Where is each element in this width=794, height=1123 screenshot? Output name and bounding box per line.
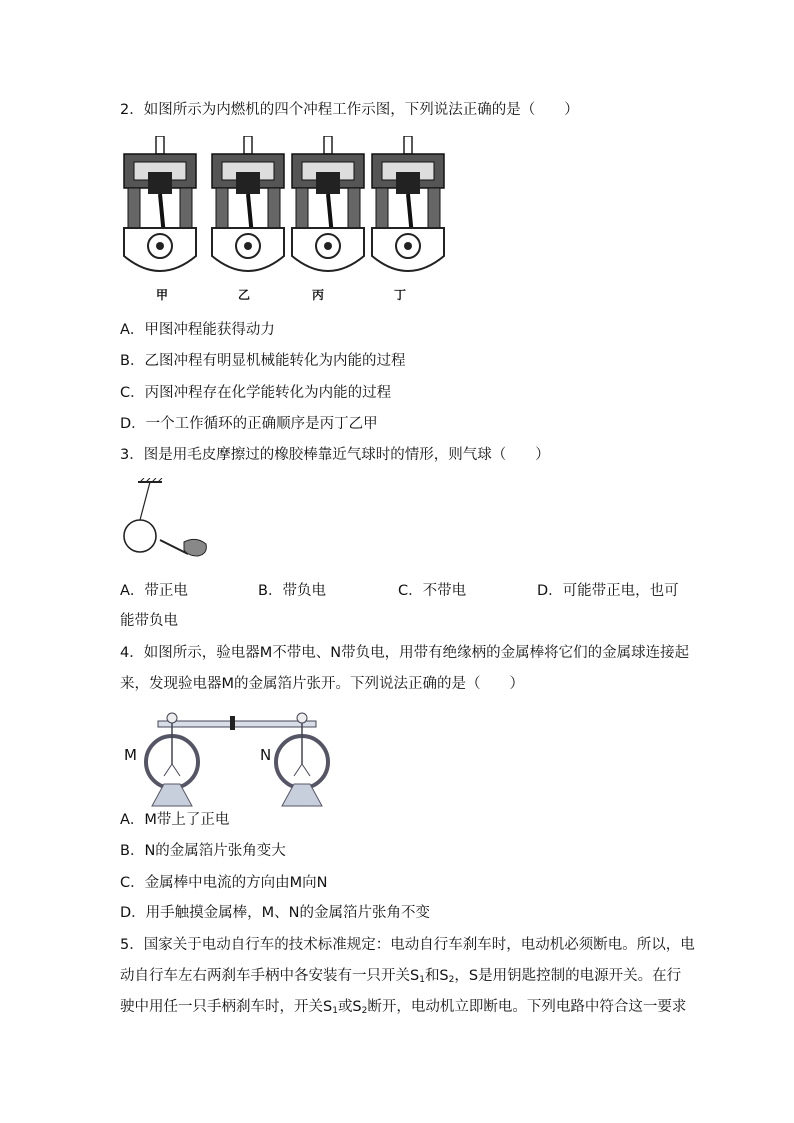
q3-stem: 3．图是用毛皮摩擦过的橡胶棒靠近气球时的情形，则气球（ ）: [120, 447, 550, 463]
engine-label-bing: 丙: [312, 288, 325, 302]
q4-stem-line1: 4．如图所示，验电器M不带电、N带负电，用带有绝缘柄的金属棒将它们的金属球连接起: [120, 645, 690, 661]
q5-line2: 动自行车左右两刹车手柄中各安装有一只开关$S_1$和$S_2$，S是用钥匙控制的电源开关。在行: [120, 968, 682, 985]
q4-option-d: D．用手触摸金属棒，M、N的金属箔片张角不变: [120, 905, 431, 921]
electroscope-label-m: M: [124, 746, 137, 764]
q3-option-d: D．可能带正电，也可: [537, 583, 679, 599]
q3-option-a: A．带正电: [120, 583, 188, 599]
electroscope-label-n: N: [260, 746, 272, 764]
balloon-rod-figure: [118, 478, 218, 558]
q5-line3: 驶中用任一只手柄刹车时，开关$S_1$或$S_2$断开，电动机立即断电。下列电路中符合这一要求: [120, 999, 687, 1016]
q5-line1: 5．国家关于电动自行车的技术标准规定：电动自行车刹车时，电动机必须断电。所以，电: [120, 937, 695, 953]
q4-option-b: B．N的金属箔片张角变大: [120, 843, 286, 859]
q4-option-c: C．金属棒中电流的方向由M向N: [120, 875, 328, 891]
q2-option-d: D．一个工作循环的正确顺序是丙丁乙甲: [120, 416, 378, 432]
q2-option-c: C．丙图冲程存在化学能转化为内能的过程: [120, 385, 392, 401]
q2-option-a: A．甲图冲程能获得动力: [120, 322, 275, 338]
q2-stem: 2．如图所示为内燃机的四个冲程工作示图，下列说法正确的是（ ）: [120, 102, 579, 118]
electroscope-figure: [140, 706, 340, 810]
q3-option-d-continuation: 能带负电: [120, 613, 178, 629]
engine-label-jia: 甲: [156, 288, 169, 302]
engine-label-yi: 乙: [238, 288, 251, 302]
q2-option-b: B．乙图冲程有明显机械能转化为内能的过程: [120, 353, 406, 369]
engine-strokes-figure: [120, 136, 460, 306]
q3-option-c: C．不带电: [398, 583, 467, 599]
q4-option-a: A．M带上了正电: [120, 812, 230, 828]
q4-stem-line2: 来，发现验电器M的金属箔片张开。下列说法正确的是（ ）: [120, 676, 525, 692]
q3-option-b: B．带负电: [258, 583, 326, 599]
engine-label-ding: 丁: [394, 288, 407, 302]
